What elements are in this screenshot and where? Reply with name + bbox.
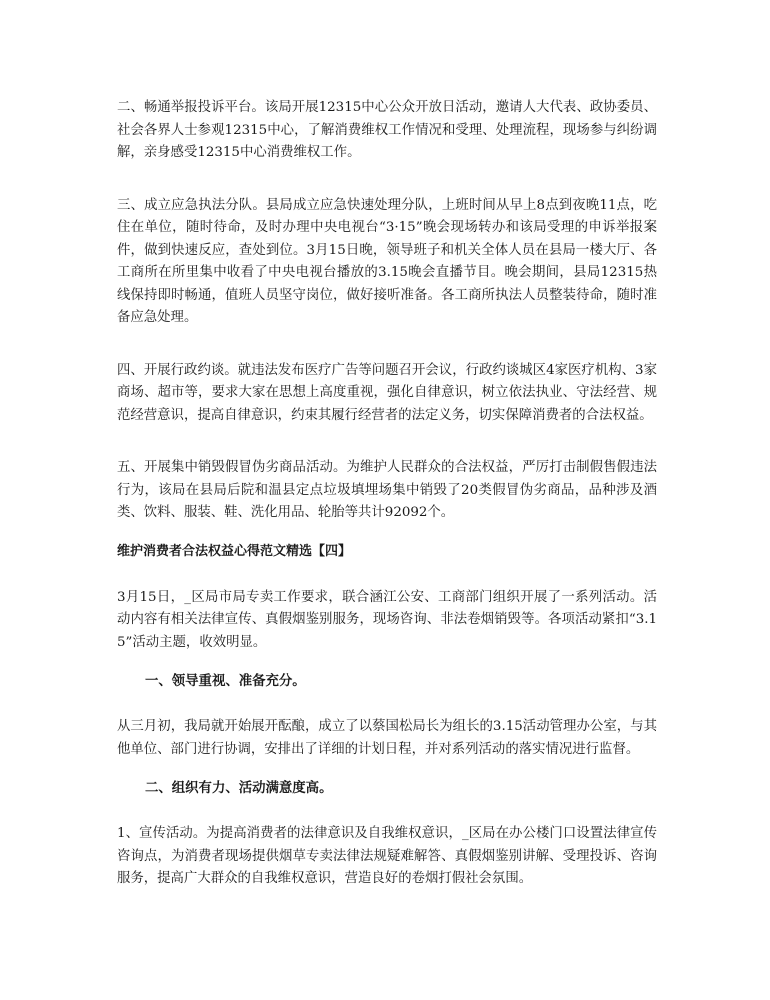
document-body bbox=[117, 97, 657, 891]
subheading-organization: 二、组织有力、活动满意度高。 bbox=[145, 780, 333, 796]
paragraph-reporting-platform: 二、畅通举报投诉平台。该局开展12315中心公众开放日活动，邀请人大代表、政协委员、社会各界人士参观12315中心，了解消费维权工作情况和受理、处理流程，现场参与纠纷调解，亲身感受12315中心消费维权工作。 bbox=[117, 100, 657, 160]
subheading-leadership: 一、领导重视、准备充分。 bbox=[145, 673, 306, 689]
paragraph-leadership: 从三月初，我局就开始展开酝酿，成立了以蔡国松局长为组长的3.15活动管理办公室，与其他单位、部门进行协调，安排出了详细的计划日程，并对系列活动的落实情况进行监督。 bbox=[117, 719, 657, 757]
paragraph-intro: 3月15日，_区局市局专卖工作要求，联合涵江公安、工商部门组织开展了一系列活动。活动内容有相关法律宣传、真假烟鉴别服务，现场咨询、非法卷烟销毁等。各项活动紧扣“3.15”活动主题，收效明显。 bbox=[117, 589, 657, 650]
paragraph-administrative-talks: 四、开展行政约谈。就违法发布医疗广告等问题召开会议，行政约谈城区4家医疗机构、3家商场、超市等，要求大家在思想上高度重视，强化自律意识，树立依法执业、守法经营、规范经营意识，提高自律意识，约束其履行经营者的法定义务，切实保障消费者的合法权益。 bbox=[117, 362, 657, 423]
section-title: 维护消费者合法权益心得范文精选【四】 bbox=[117, 543, 352, 559]
paragraph-publicity: 1、宣传活动。为提高消费者的法律意识及自我维权意识，_区局在办公楼门口设置法律宣传咨询点，为消费者现场提供烟草专卖法律法规疑难解答、真假烟鉴别讲解、受理投诉、咨询服务，提高广大群众的自我维权意识，营造良好的卷烟打假社会氛围。 bbox=[117, 826, 657, 886]
paragraph-emergency-team: 三、成立应急执法分队。县局成立应急快速处理分队，上班时间从早上8点到夜晚11点，吃住在单位，随时待命，及时办理中央电视台“3·15”晚会现场转办和该局受理的申诉举报案件，做到快速反应，查处到位。3月15日晚，领导班子和机关全体人员在县局一楼大厅、各工商所在所里集中收看了中央电视台播放的3.15晚会直播节目。晚会期间，县局12315热线保持即时畅通，值班人员坚守岗位，做好接听准备。各工商所执法人员整装待命，随时准备应急处理。 bbox=[117, 197, 657, 325]
paragraph-destroy-counterfeits: 五、开展集中销毁假冒伪劣商品活动。为维护人民群众的合法权益，严厉打击制假售假违法行为，该局在县局后院和温县定点垃圾填埋场集中销毁了20类假冒伪劣商品，品种涉及酒类、饮料、服装、鞋、洗化用品、轮胎等共计92092个。 bbox=[117, 460, 657, 520]
